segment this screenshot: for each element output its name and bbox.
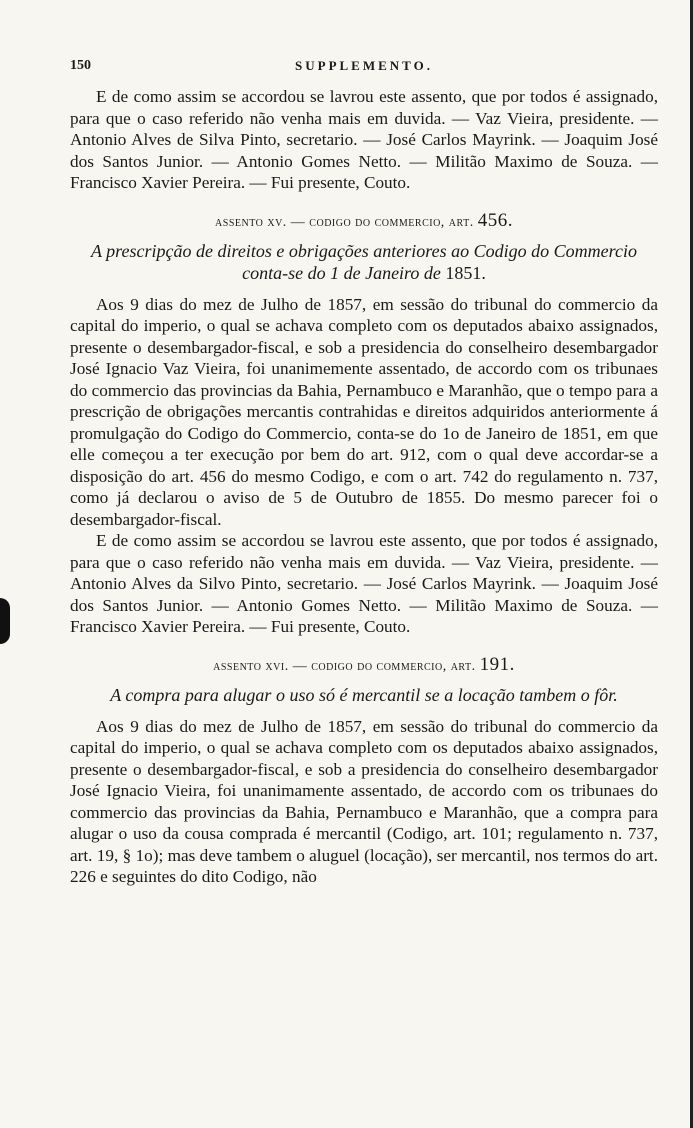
heading-text: assento xv. — codigo do commercio, art. (215, 214, 474, 230)
book-page (70, 58, 658, 888)
heading-text: assento xvi. — codigo do commercio, art. (213, 658, 476, 674)
section-heading-xv (70, 210, 658, 232)
section-subheading-xvi (70, 684, 658, 706)
subheading-text: A compra para alugar o uso só é mercantil se a locação tambem o fôr. (110, 684, 618, 705)
article-number: 191. (479, 653, 515, 675)
closing-paragraph-1: E de como assim se accordou se lavrou este assento, que por todos é assignado, para que o caso referido não venha mais em duvida. — Vaz Vieira, presidente. — Antonio Alves de Silva Pinto, secretario. — José Carlos Mayrink. — Joaquim José dos Santos Junior. — Antonio Gomes Netto. — Militão Maximo de Souza. — Francisco Xavier Pereira. — Fui presente, Couto. (70, 87, 658, 192)
subheading-text: A prescripção de direitos e obrigações anteriores ao Codigo do Commercio conta-se do 1 de Janeiro de (91, 240, 637, 283)
running-head: SUPPLEMENTO. (295, 58, 433, 73)
body-paragraph-xvi: Aos 9 dias do mez de Julho de 1857, em sessão do tribunal do commercio da capital do imperio, o qual se achava completo com os deputados abaixo assignados, presente o desembargador-fiscal, e sob a presidencia do conselheiro desembargador José Ignacio Vieira, foi unanimamente assentado, de accordo com os tribunaes do commercio das provincias da Bahia, Pernambuco e Maranhão, que a compra para alugar o uso da cousa comprada é mercantil (Codigo, art. 101; regulamento n. 737, art. 19, § 1o); mas deve tambem o aluguel (locação), ser mercantil, nos termos do art. 226 e seguintes do dito Codigo, não (70, 716, 658, 886)
closing-paragraph-2: E de como assim se accordou se lavrou este assento, que por todos é assignado, para que o caso referido não venha mais em duvida. — Vaz Vieira, presidente. — Antonio Alves da Silvo Pinto, secretario. — José Carlos Mayrink. — Joaquim José dos Santos Junior. — Antonio Gomes Netto. — Militão Maximo de Souza. — Francisco Xavier Pereira. — Fui presente, Couto. (70, 531, 658, 636)
section-heading-xvi (70, 654, 658, 676)
ink-blot (0, 598, 10, 644)
page-header (70, 58, 658, 80)
article-number: 456. (477, 209, 513, 231)
body-paragraph-xv: Aos 9 dias do mez de Julho de 1857, em sessão do tribunal do commercio da capital do imperio, o qual se achava completo com os deputados abaixo assignados, presente o desembargador-fiscal, e sob a presidencia do conselheiro desembargador José Ignacio Vaz Vieira, foi unanimemente assentado, de accordo com os tribunaes do commercio das provincias da Bahia, Pernambuco e Maranhão, que o tempo para a prescrição de obrigações mercantis contrahidas e direitos adquiridos anteriormente á promulgação do Codigo do Commercio, conta-se do 1o de Janeiro de 1851, em que elle começou a ter execução por bem do art. 912, com o qual deve accordar-se a disposição do art. 456 do mesmo Codigo, e com o art. 742 do regulamento n. 737, como já declarou o aviso de 5 de Outubro de 1855. Do mesmo parecer foi o desembargador-fiscal. (70, 294, 658, 529)
section-subheading-xv (70, 240, 658, 284)
page-number: 150 (70, 58, 91, 73)
subheading-year: 1851. (445, 262, 486, 283)
